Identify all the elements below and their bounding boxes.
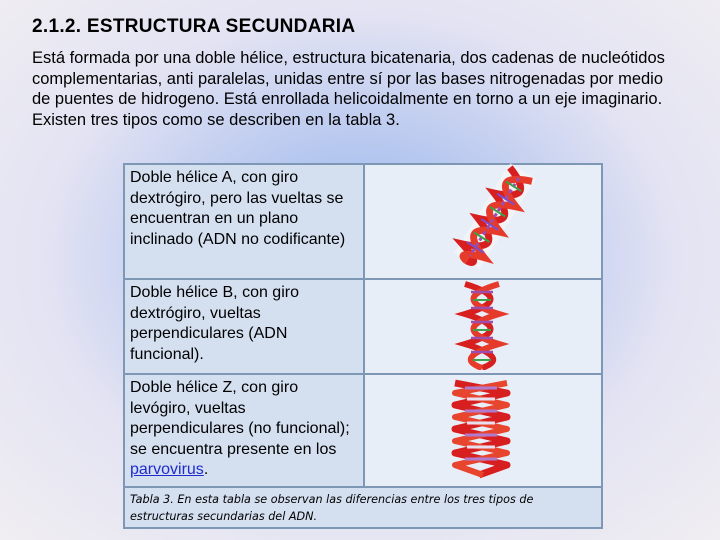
helix-z-description-end: . xyxy=(203,461,209,478)
helix-a-description: Doble hélice A, con giro dextrógiro, pero las vueltas se encuentran en un plano inclinado (ADN no codificante) xyxy=(124,164,364,279)
table-caption xyxy=(124,487,602,528)
parvovirus-link[interactable]: parvovirus xyxy=(130,461,204,478)
helix-b-image-cell xyxy=(364,279,602,374)
helix-z-description xyxy=(124,374,364,487)
page-title: 2.1.2. ESTRUCTURA SECUNDARIA xyxy=(32,16,356,37)
dna-z-helix-icon xyxy=(439,379,523,479)
table-row xyxy=(124,164,602,279)
helix-a-image-cell xyxy=(364,164,602,279)
helix-z-image-cell xyxy=(364,374,602,487)
dna-b-helix-icon xyxy=(447,280,517,370)
table-row xyxy=(124,374,602,487)
caption-label: Tabla 3. xyxy=(130,493,174,506)
table-row xyxy=(124,487,602,528)
dna-types-table xyxy=(123,163,603,529)
helix-z-description-text: Doble hélice Z, con giro levógiro, vueltas perpendiculares (no funcional); se encuentra presente en los xyxy=(130,379,350,458)
caption-text: En esta tabla se observan las diferencias entre los tres tipos de estructuras secundarias del ADN. xyxy=(130,493,534,523)
helix-b-description: Doble hélice B, con giro dextrógiro, vueltas perpendiculares (ADN funcional). xyxy=(124,279,364,374)
table-row xyxy=(124,279,602,374)
intro-paragraph: Está formada por una doble hélice, estructura bicatenaria, dos cadenas de nucleótidos complementarias, anti paralelas, unidas entre sí por las bases nitrogenadas por medio de puentes de hidrogeno. Está enrollada helicoidalmente en torno a un eje imaginario. Existen tres tipos como se describen en la tabla 3. xyxy=(32,49,665,129)
dna-a-helix-icon xyxy=(440,161,550,271)
